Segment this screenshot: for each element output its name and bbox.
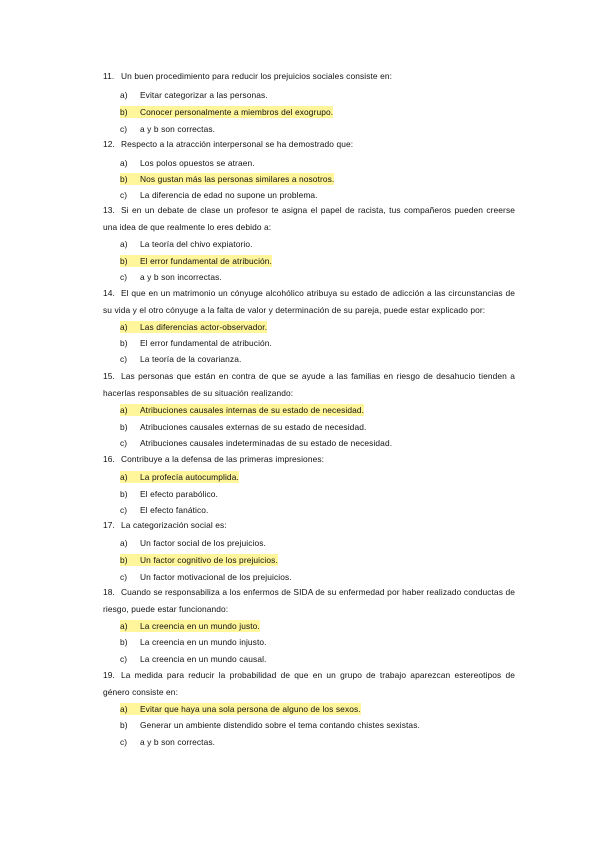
answer-content: [120, 438, 392, 448]
answer-option: [120, 321, 515, 333]
answer-option: [120, 504, 515, 516]
highlighted-answer: [120, 620, 260, 632]
option-text: La profecía autocumplida.: [140, 472, 239, 482]
answer-option: [120, 719, 515, 731]
answer-option: [120, 189, 515, 201]
highlighted-answer: [120, 554, 278, 566]
option-letter: a): [120, 158, 128, 168]
answer-option: [120, 404, 515, 416]
option-letter: c): [120, 572, 128, 582]
question-13: [103, 202, 515, 235]
question-text: Respecto a la atracción interpersonal se ha demostrado que:: [121, 139, 354, 149]
question-number: 14.: [103, 288, 115, 298]
answer-option: [120, 620, 515, 632]
option-letter: b): [120, 637, 128, 647]
option-letter: a): [120, 90, 128, 100]
option-letter: b): [120, 174, 128, 184]
question-17: [103, 517, 515, 534]
answer-content: [120, 720, 420, 730]
option-text: La creencia en un mundo justo.: [140, 621, 260, 631]
option-text: Un factor cognitivo de los prejuicios.: [140, 555, 278, 565]
answer-option: [120, 157, 515, 169]
option-letter: b): [120, 107, 128, 117]
answer-content: [120, 158, 255, 168]
option-text: Generar un ambiente distendido sobre el tema contando chistes sexistas.: [140, 720, 420, 730]
option-text: El error fundamental de atribución.: [140, 256, 272, 266]
question-14: [103, 285, 515, 318]
answer-option: [120, 736, 515, 748]
answer-option: [120, 437, 515, 449]
answer-option: [120, 123, 515, 135]
option-letter: a): [120, 704, 128, 714]
answer-content: [120, 338, 272, 348]
question-text: Si en un debate de clase un profesor te asigna el papel de racista, tus compañeros pueden creerse una idea de que realmente lo eres debido a:: [103, 205, 515, 232]
question-text: Contribuye a la defensa de las primeras impresiones:: [121, 454, 325, 464]
option-letter: b): [120, 256, 128, 266]
option-letter: a): [120, 405, 128, 415]
answer-content: [120, 190, 318, 200]
option-letter: c): [120, 272, 128, 282]
answer-content: [120, 90, 268, 100]
answer-content: [120, 239, 253, 249]
option-letter: b): [120, 338, 128, 348]
answer-option: [120, 471, 515, 483]
question-text: Cuando se responsabiliza a los enfermos de SIDA de su enfermedad por haber realizado conductas de riesgo, puede estar funcionando:: [103, 587, 515, 614]
answer-option: [120, 653, 515, 665]
highlighted-answer: [120, 106, 333, 118]
option-text: La diferencia de edad no supone un problema.: [140, 190, 318, 200]
option-text: Evitar que haya una sola persona de alguno de los sexos.: [140, 704, 361, 714]
question-text: Las personas que están en contra de que se ayude a las familias en riesgo de desahucio tienden a hacerlas responsables de su situación realizando:: [103, 371, 515, 398]
option-text: Atribuciones causales internas de su estado de necesidad.: [140, 405, 365, 415]
answer-option: [120, 271, 515, 283]
answer-option: [120, 488, 515, 500]
answer-option: [120, 703, 515, 715]
question-number: 11.: [103, 71, 115, 81]
question-text: La categorización social es:: [121, 520, 227, 530]
question-text: La medida para reducir la probabilidad de que en un grupo de trabajo aparezcan estereotipos de género consiste en:: [103, 670, 515, 697]
option-text: La creencia en un mundo injusto.: [140, 637, 267, 647]
question-11: [103, 68, 515, 85]
option-letter: b): [120, 422, 128, 432]
question-text: Un buen procedimiento para reducir los prejuicios sociales consiste en:: [121, 71, 393, 81]
option-letter: a): [120, 239, 128, 249]
option-text: El efecto parabólico.: [140, 489, 218, 499]
answer-option: [120, 571, 515, 583]
answer-content: [120, 572, 292, 582]
option-letter: a): [120, 621, 128, 631]
option-text: La creencia en un mundo causal.: [140, 654, 267, 664]
question-number: 13.: [103, 205, 115, 215]
option-letter: b): [120, 720, 128, 730]
option-text: Atribuciones causales indeterminadas de su estado de necesidad.: [140, 438, 393, 448]
question-number: 12.: [103, 139, 115, 149]
answer-content: [120, 354, 241, 364]
option-text: a y b son correctas.: [140, 124, 216, 134]
answer-content: [120, 422, 366, 432]
question-number: 19.: [103, 670, 115, 680]
question-number: 18.: [103, 587, 115, 597]
option-letter: c): [120, 354, 128, 364]
answer-content: [120, 272, 222, 282]
option-text: Conocer personalmente a miembros del exogrupo.: [140, 107, 334, 117]
option-letter: c): [120, 654, 128, 664]
answer-option: [120, 421, 515, 433]
highlighted-answer: [120, 471, 239, 483]
highlighted-answer: [120, 173, 334, 185]
question-15: [103, 368, 515, 401]
answer-content: [120, 654, 266, 664]
option-letter: b): [120, 555, 128, 565]
question-text: El que en un matrimonio un cónyuge alcohólico atribuya su estado de adicción a las circunstancias de su vida y el otro cónyuge a la falta de valor y determinación de su pareja, puede estar explicado por:: [103, 288, 515, 315]
option-text: Evitar categorizar a las personas.: [140, 90, 268, 100]
answer-content: [120, 489, 218, 499]
option-letter: b): [120, 489, 128, 499]
answer-option: [120, 537, 515, 549]
answer-option: [120, 554, 515, 566]
answer-option: [120, 238, 515, 250]
option-text: La teoría de la covarianza.: [140, 354, 242, 364]
option-letter: c): [120, 124, 128, 134]
answer-option: [120, 636, 515, 648]
highlighted-answer: [120, 703, 361, 715]
answer-option: [120, 173, 515, 185]
option-letter: c): [120, 438, 128, 448]
option-text: a y b son correctas.: [140, 737, 216, 747]
answer-option: [120, 106, 515, 118]
option-letter: a): [120, 472, 128, 482]
option-letter: c): [120, 505, 128, 515]
option-letter: a): [120, 538, 128, 548]
question-number: 15.: [103, 371, 115, 381]
answer-option: [120, 337, 515, 349]
option-text: El error fundamental de atribución.: [140, 338, 272, 348]
answer-content: [120, 505, 208, 515]
option-text: La teoría del chivo expiatorio.: [140, 239, 253, 249]
highlighted-answer: [120, 321, 267, 333]
option-text: Las diferencias actor-observador.: [140, 322, 268, 332]
answer-content: [120, 737, 215, 747]
answer-option: [120, 255, 515, 267]
question-number: 16.: [103, 454, 115, 464]
question-16: [103, 451, 515, 468]
question-18: [103, 584, 515, 617]
highlighted-answer: [120, 255, 272, 267]
answer-option: [120, 89, 515, 101]
option-text: Los polos opuestos se atraen.: [140, 158, 255, 168]
answer-content: [120, 637, 267, 647]
option-letter: a): [120, 322, 128, 332]
option-text: Atribuciones causales externas de su estado de necesidad.: [140, 422, 367, 432]
answer-content: [120, 538, 266, 548]
option-text: Un factor motivacional de los prejuicios.: [140, 572, 292, 582]
option-text: Nos gustan más las personas similares a nosotros.: [140, 174, 335, 184]
highlighted-answer: [120, 404, 364, 416]
answer-option: [120, 353, 515, 365]
question-number: 17.: [103, 520, 115, 530]
option-letter: c): [120, 190, 128, 200]
option-text: Un factor social de los prejuicios.: [140, 538, 266, 548]
question-12: [103, 136, 515, 153]
answer-content: [120, 124, 215, 134]
question-19: [103, 667, 515, 700]
option-letter: c): [120, 737, 128, 747]
option-text: a y b son incorrectas.: [140, 272, 222, 282]
option-text: El efecto fanático.: [140, 505, 209, 515]
